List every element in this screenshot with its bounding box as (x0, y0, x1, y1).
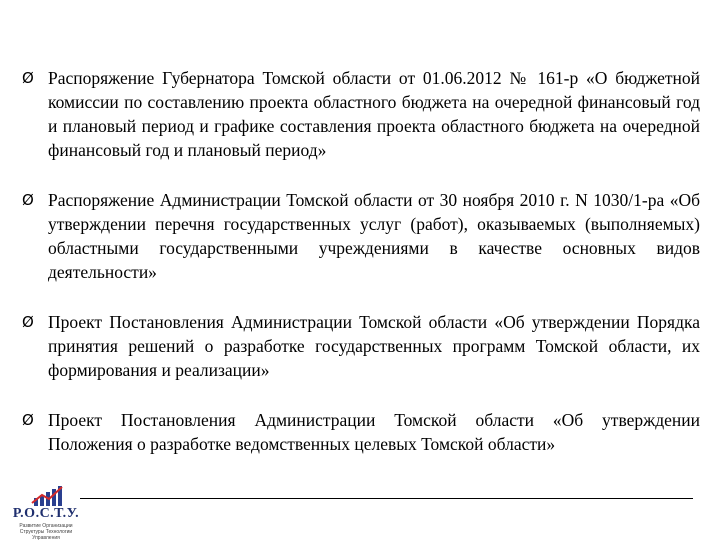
rostu-logo (6, 486, 86, 541)
arrow-bullet-icon: Ø (22, 411, 34, 429)
list-item-text: Проект Постановления Администрации Томской области «Об утверждении Порядка принятия решений о разработке государственных программ Томской области, их формирования и реализации» (48, 312, 700, 380)
list-item-text: Распоряжение Администрации Томской области от 30 ноября 2010 г. N 1030/1-ра «Об утверждении перечня государственных услуг (работ), оказываемых (выполняемых) областными государственными учреждениями в качестве основных видов деятельности» (48, 190, 700, 282)
list-item-text: Распоряжение Губернатора Томской области от 01.06.2012 № 161-р «О бюджетной комиссии по составлению проекта областного бюджета на очередной финансовый год и плановый период и графике составления проекта областного бюджета на очередной финансовый год и плановый период» (48, 68, 700, 160)
bullet-list (22, 66, 700, 482)
logo-bar (52, 489, 56, 506)
arrow-bullet-icon: Ø (22, 313, 34, 331)
logo-tagline: Развитие Организации Структуры Технологии Управления (19, 523, 73, 541)
list-item-text: Проект Постановления Администрации Томской области «Об утверждении Положения о разработке ведомственных целевых Томской области» (48, 410, 700, 454)
arrow-bullet-icon: Ø (22, 69, 34, 87)
bar-chart-logo-icon (16, 486, 76, 506)
list-item (22, 188, 700, 284)
list-item (22, 408, 700, 456)
footer-divider (80, 498, 693, 499)
list-item (22, 66, 700, 162)
list-item (22, 310, 700, 382)
logo-brand-text: Р.О.С.Т.У. (12, 506, 80, 521)
arrow-bullet-icon: Ø (22, 191, 34, 209)
